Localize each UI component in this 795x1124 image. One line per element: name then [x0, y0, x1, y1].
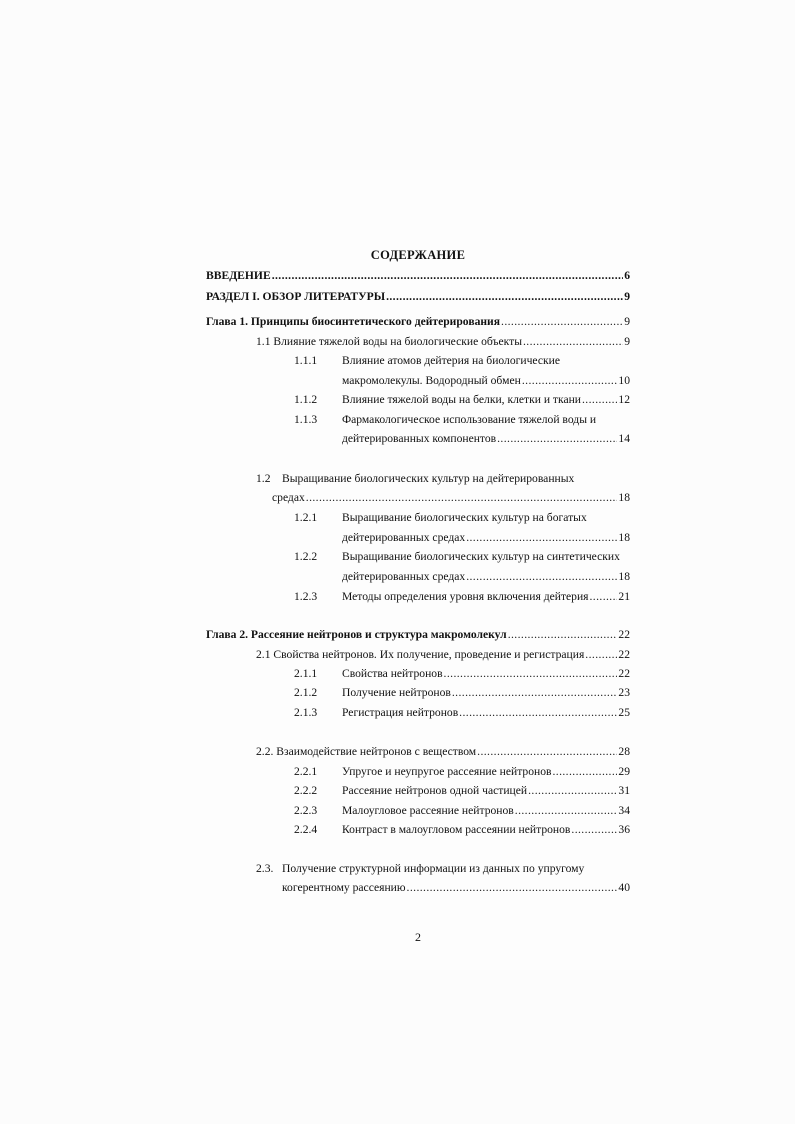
toc-number-2-2-2: 2.2.2	[294, 784, 318, 797]
toc-entry-2-3-line1: Получение структурной информации из данных по упругому	[282, 862, 585, 875]
toc-entry-1-1-1: макромолекулы. Водородный обмен ..... 10	[342, 374, 630, 388]
toc-entry-1-1: 1.1 Влияние тяжелой воды на биологические объекты ..... 9	[256, 335, 630, 349]
toc-entry-1-2-1: дейтерированных средах ..... 18	[342, 531, 630, 545]
toc-entry-2-1-2: Получение нейтронов ..... 23	[342, 686, 630, 700]
toc-entry-1-2-2-line1: Выращивание биологических культур на синтетических	[342, 550, 620, 563]
toc-entry-1-1-2: Влияние тяжелой воды на белки, клетки и ткани ..... 12	[342, 393, 630, 407]
toc-entry-1-2-3: Методы определения уровня включения дейтерия ..... 21	[342, 590, 630, 604]
toc-entry-2-1: 2.1 Свойства нейтронов. Их получение, проведение и регистрация ..... 22	[256, 648, 630, 662]
toc-entry-intro: ВВЕДЕНИЕ ..... 6	[206, 269, 630, 283]
toc-entry-2-1-3: Регистрация нейтронов ..... 25	[342, 706, 630, 720]
toc-number-1-1-3: 1.1.3	[294, 413, 318, 426]
toc-entry-2-2-4: Контраст в малоугловом рассеянии нейтронов ..... 36	[342, 823, 630, 837]
toc-entry-chapter1: Глава 1. Принципы биосинтетического дейтерирования ..... 9	[206, 315, 630, 329]
toc-entry-2-2: 2.2. Взаимодействие нейтронов с веществом ..... 28	[256, 745, 630, 759]
toc-number-1-2-2: 1.2.2	[294, 550, 318, 563]
toc-number-1-2-1: 1.2.1	[294, 511, 318, 524]
toc-entry-part1: РАЗДЕЛ I. ОБЗОР ЛИТЕРАТУРЫ ..... 9	[206, 290, 630, 304]
toc-title: СОДЕРЖАНИЕ	[370, 248, 466, 262]
toc-entry-2-2-2: Рассеяние нейтронов одной частицей ..... 31	[342, 784, 630, 798]
toc-entry-1-2: средах ..... 18	[272, 491, 630, 505]
toc-entry-1-2-2: дейтерированных средах ..... 18	[342, 570, 630, 584]
toc-number-1-2-3: 1.2.3	[294, 590, 318, 603]
toc-number-2-1-1: 2.1.1	[294, 667, 318, 680]
toc-entry-1-1-3: дейтерированных компонентов ..... 14	[342, 432, 630, 446]
toc-number-2-3: 2.3.	[256, 862, 274, 875]
toc-number-1-1-1: 1.1.1	[294, 354, 318, 367]
toc-number-1-2: 1.2	[256, 472, 271, 485]
toc-entry-1-2-line1: Выращивание биологических культур на дейтерированных	[282, 472, 575, 485]
toc-entry-2-3: когерентному рассеянию ..... 40	[282, 881, 630, 895]
toc-number-2-2-3: 2.2.3	[294, 804, 318, 817]
toc-number-2-1-3: 2.1.3	[294, 706, 318, 719]
toc-number-2-2-4: 2.2.4	[294, 823, 318, 836]
toc-number-1-1-2: 1.1.2	[294, 393, 318, 406]
page-number: 2	[415, 930, 421, 944]
toc-entry-1-1-1-line1: Влияние атомов дейтерия на биологические	[342, 354, 560, 367]
toc-number-2-2-1: 2.2.1	[294, 765, 318, 778]
toc-entry-2-2-3: Малоугловое рассеяние нейтронов ..... 34	[342, 804, 630, 818]
toc-entry-1-1-3-line1: Фармакологическое использование тяжелой воды и	[342, 413, 597, 426]
toc-entry-1-2-1-line1: Выращивание биологических культур на богатых	[342, 511, 587, 524]
toc-entry-chapter2: Глава 2. Рассеяние нейтронов и структура макромолекул ..... 22	[206, 628, 630, 642]
toc-entry-2-1-1: Свойства нейтронов ..... 22	[342, 667, 630, 681]
toc-number-2-1-2: 2.1.2	[294, 686, 318, 699]
toc-entry-2-2-1: Упругое и неупругое рассеяние нейтронов ..... 29	[342, 765, 630, 779]
